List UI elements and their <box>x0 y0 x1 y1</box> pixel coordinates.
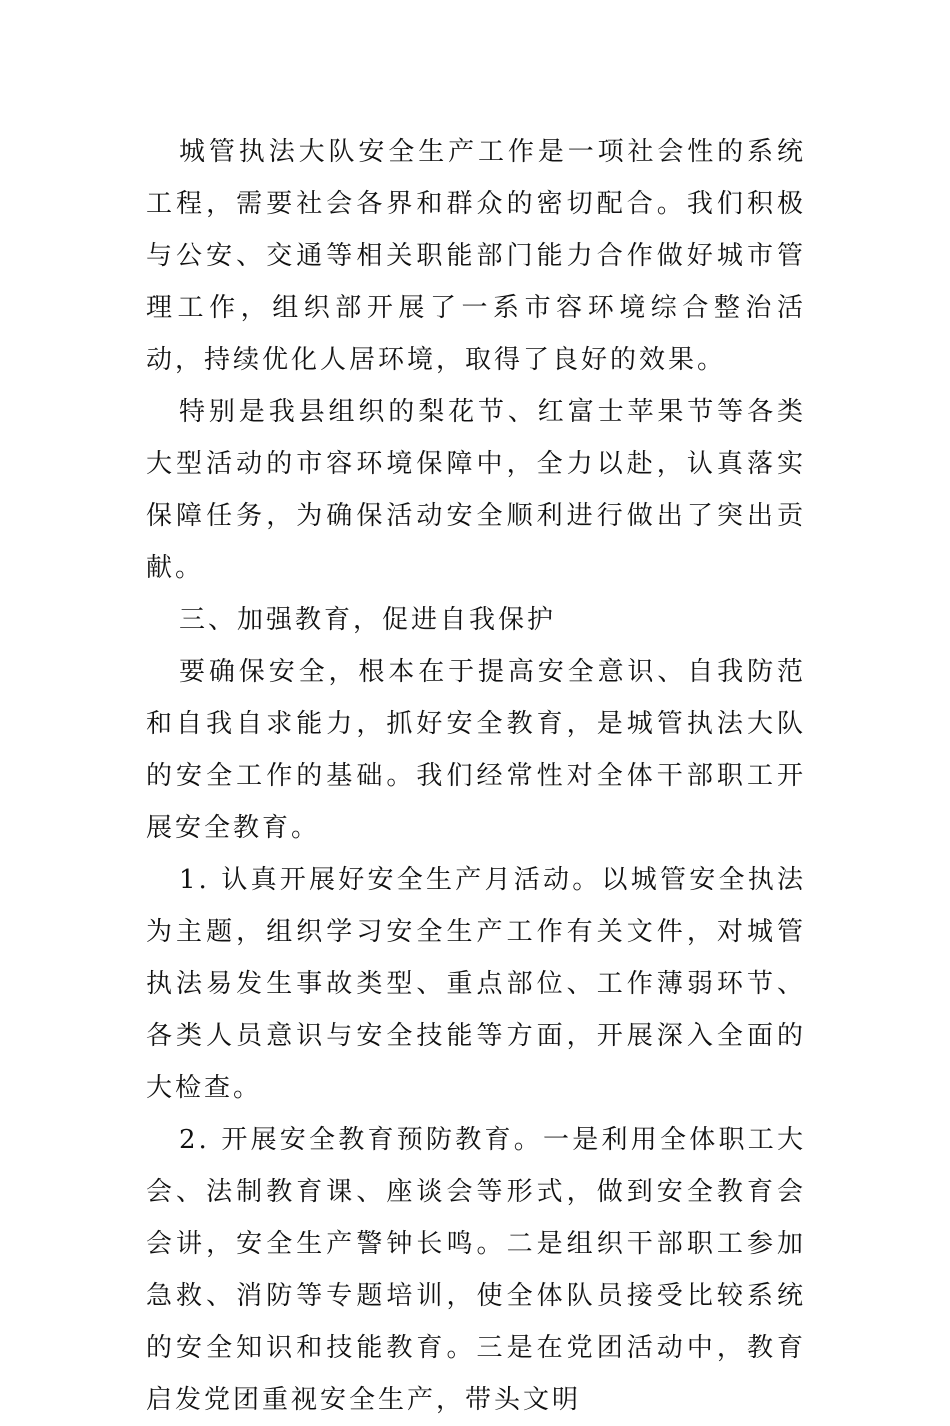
paragraph-cooperation: 城管执法大队安全生产工作是一项社会性的系统工程，需要社会各界和群众的密切配合。我们积极与公安、交通等相关职能部门能力合作做好城市管理工作，组织部开展了一系市容环境综合整治活动，持续优化人居环境，取得了良好的效果。 <box>146 137 806 375</box>
paragraph-safety-awareness: 要确保安全，根本在于提高安全意识、自我防范和自我自求能力，抓好安全教育，是城管执法大队的安全工作的基础。我们经常性对全体干部职工开展安全教育。 <box>146 657 806 843</box>
paragraph-item-2: 2. 开展安全教育预防教育。一是利用全体职工大会、法制教育课、座谈会等形式，做到安全教育会会讲，安全生产警钟长鸣。二是组织干部职工参加急救、消防等专题培训，使全体队员接受比较系统的安全知识和技能教育。三是在党团活动中，教育启发党团重视安全生产，带头文明 <box>146 1125 806 1415</box>
section-heading-education: 三、加强教育，促进自我保护 <box>179 605 557 635</box>
paragraph-events: 特别是我县组织的梨花节、红富士苹果节等各类大型活动的市容环境保障中，全力以赴，认真落实保障任务，为确保活动安全顺利进行做出了突出贡献。 <box>146 397 806 583</box>
document-body <box>146 126 806 1426</box>
paragraph-item-1: 1. 认真开展好安全生产月活动。以城管安全执法为主题，组织学习安全生产工作有关文件，对城管执法易发生事故类型、重点部位、工作薄弱环节、各类人员意识与安全技能等方面，开展深入全面的大检查。 <box>146 865 806 1103</box>
